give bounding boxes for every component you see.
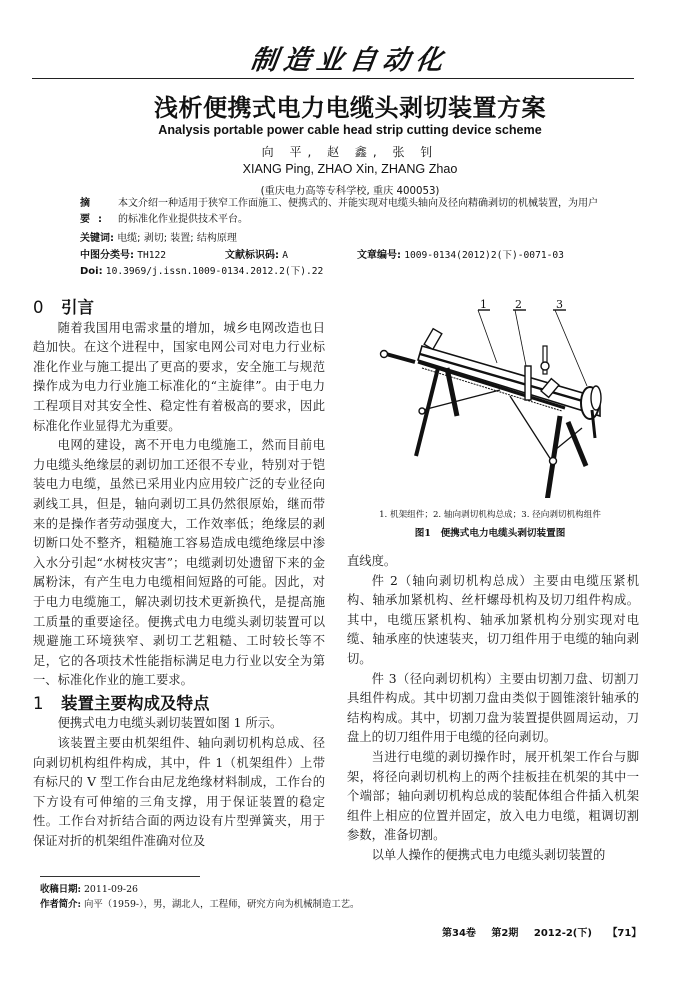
doi-label: Doi: xyxy=(80,266,103,277)
journal-name: 制造业自动化 xyxy=(248,45,451,76)
header-rule xyxy=(32,78,634,79)
authors-english: XIANG Ping, ZHAO Xin, ZHANG Zhao xyxy=(242,162,458,176)
paragraph: 该装置主要由机架组件、轴向剥切机构总成、径向剥切机构组件构成，其中，件 1（机架组件）上带有标尺的 V 型工作台由尼龙绝缘材料制成，工作台的下方设有可伸缩的三角支撑，用于保证装置的稳定性。工作台对折结合面的两边设有片型弹簧夹，用于保证对折的机架组件准确对位及 xyxy=(33,736,325,849)
keywords-label: 关键词: xyxy=(80,233,114,244)
paragraph: 以单人操作的便携式电力电缆头剥切装置的 xyxy=(371,847,606,862)
frame-beam xyxy=(418,346,600,416)
issue: 第2期 xyxy=(491,928,519,939)
paragraph: 件 3（径向剥切机构）主要由切割刀盘、切割刀具组件构成。其中切割刀盘由类似于圆锥滚针轴承的结构构成。其中，切割刀盘为装置提供圆周运动，刀盘上的切刀组件用于电缆的径向剥切。 xyxy=(347,671,639,745)
section-title: 装置主要构成及特点 xyxy=(61,693,210,713)
keywords-text: 电缆; 剥切; 装置; 结构原理 xyxy=(117,233,237,244)
section-number: 1 xyxy=(33,693,44,713)
figure-legend: 1. 机架组件；2. 轴向剥切机构总成；3. 径向剥切机构组件 xyxy=(379,510,601,520)
figure-device-drawing xyxy=(350,298,670,498)
classification-number xyxy=(80,248,166,264)
footnote-rule xyxy=(40,876,200,877)
left-column xyxy=(33,298,325,852)
callout-leader-3 xyxy=(555,310,587,386)
callout-label-2: 2 xyxy=(515,298,522,311)
author-bio xyxy=(40,896,359,910)
figure-caption: 图1 便携式电力电缆头剥切装置图 xyxy=(414,528,566,539)
doc-code-label: 文献标识码: xyxy=(225,250,279,261)
paragraph: 随着我国用电需求量的增加，城乡电网改造也日趋加快。在这个进程中，国家电网公司对电力行业标准化作业与施工提出了更高的要求，安全施工与规范操作成为电力行业施工标准化的“主旋律”。由于电力工程项目对其安全性、稳定性有着极高的要求，因此标准化作业显得尤为重要。 xyxy=(33,320,325,433)
abstract-text: 本文介绍一种适用于狭窄工作面施工、便携式的、并能实现对电缆头轴向及径向精确剥切的机械装置，为用户的标准化作业提供技术平台。 xyxy=(118,198,598,225)
section-heading xyxy=(33,694,325,714)
paper-title: 浅析便携式电力电缆头剥切装置方案 xyxy=(154,93,546,122)
section-title: 引言 xyxy=(61,298,94,317)
clc-value: TH122 xyxy=(137,250,167,261)
paragraph: 电网的建设，离不开电力电缆施工，然而目前电力电缆头绝缘层的剥切加工还很不专业，特别对于铠装电力电缆，虽然已采用业内应用较广泛的专业径向剥线工具，但是，轴向剥切工具仍然很原始，继而带来的是操作者劳动强度大，工作效率低；绝缘层的剥切断口处不整齐，粗糙施工容易造成电缆绝缘层中渗入水分引起“水树枝灾害”；电缆剥切处遗留下来的金属粉沫，有产生电力电缆相间短路的可能。因此，对于电力电缆施工，解决剥切技术更新换代，是提高施工质量的重要途径。便携式电力电缆头剥切装置可以规避施工环境狭窄、剥切工艺粗糙、工时较长等不足，它的各项技术性能指标满足电力行业以安全为第一、标准化作业的施工要求。 xyxy=(33,438,325,688)
clamp-plate xyxy=(424,329,442,350)
crank-handle xyxy=(386,354,415,362)
device-illustration xyxy=(350,298,670,498)
authors-chinese: 向 平, 赵 鑫, 张 钊 xyxy=(261,145,439,159)
doi xyxy=(80,264,323,280)
page-info xyxy=(442,924,653,939)
article-number xyxy=(357,248,564,264)
callout-leader-1 xyxy=(478,310,497,363)
axial-cutter xyxy=(525,366,531,400)
clc-label: 中图分类号: xyxy=(80,250,134,261)
paragraph: 当进行电缆的剥切操作时，展开机架工作台与脚架，将径向剥切机构上的两个挂板挂在机架的其中一个端部；轴向剥切机构总成的装配体组合件插入机架组件上相应的位置并固定，放入电力电缆，粗调切割参数，准备切割。 xyxy=(347,749,639,843)
abstract-label: 摘 要: xyxy=(80,198,110,225)
paper-title-english: Analysis portable power cable head strip cutting device scheme xyxy=(158,123,542,137)
brace xyxy=(423,390,500,410)
leg-back-right xyxy=(568,422,586,466)
bio-value: 向平（1959-），男，湖北人，工程师，研究方向为机械制造工艺。 xyxy=(83,899,360,910)
paragraph: 直线度。 xyxy=(347,554,397,568)
doi-value: 10.3969/j.issn.1009-0134.2012.2(下).22 xyxy=(105,266,324,277)
section-number: 0 xyxy=(33,298,44,317)
bio-label: 作者简介: xyxy=(40,899,81,910)
abstract xyxy=(80,196,600,228)
issue-date: 2012-2(下) xyxy=(533,928,592,939)
doc-code-value: A xyxy=(282,250,288,261)
keywords xyxy=(80,231,237,247)
section-heading xyxy=(33,298,325,318)
received-date xyxy=(40,881,138,895)
affiliation: (重庆电力高等专科学校, 重庆 400053) xyxy=(260,186,440,197)
received-label: 收稿日期: xyxy=(40,884,81,895)
callout-label-1: 1 xyxy=(480,298,487,311)
received-value: 2011-09-26 xyxy=(83,884,139,895)
right-column xyxy=(347,552,639,866)
callout-label-3: 3 xyxy=(556,298,563,311)
paragraph: 便携式电力电缆头剥切装置如图 1 所示。 xyxy=(57,716,283,731)
document-code xyxy=(225,248,288,264)
page-number: 【71】 xyxy=(607,928,642,939)
paragraph: 件 2（轴向剥切机构总成）主要由电缆压紧机构、轴承加紧机构、丝杆螺母机构及切刀组件构成。其中，电缆压紧机构、轴承加紧机构分别实现对电缆、轴承座的快速装夹，切刀组件用于电缆的轴向剥切。 xyxy=(347,573,639,666)
volume: 第34卷 xyxy=(442,928,476,939)
article-no-value: 1009-0134(2012)2(下)-0071-03 xyxy=(404,250,564,261)
article-no-label: 文章编号: xyxy=(357,250,401,261)
